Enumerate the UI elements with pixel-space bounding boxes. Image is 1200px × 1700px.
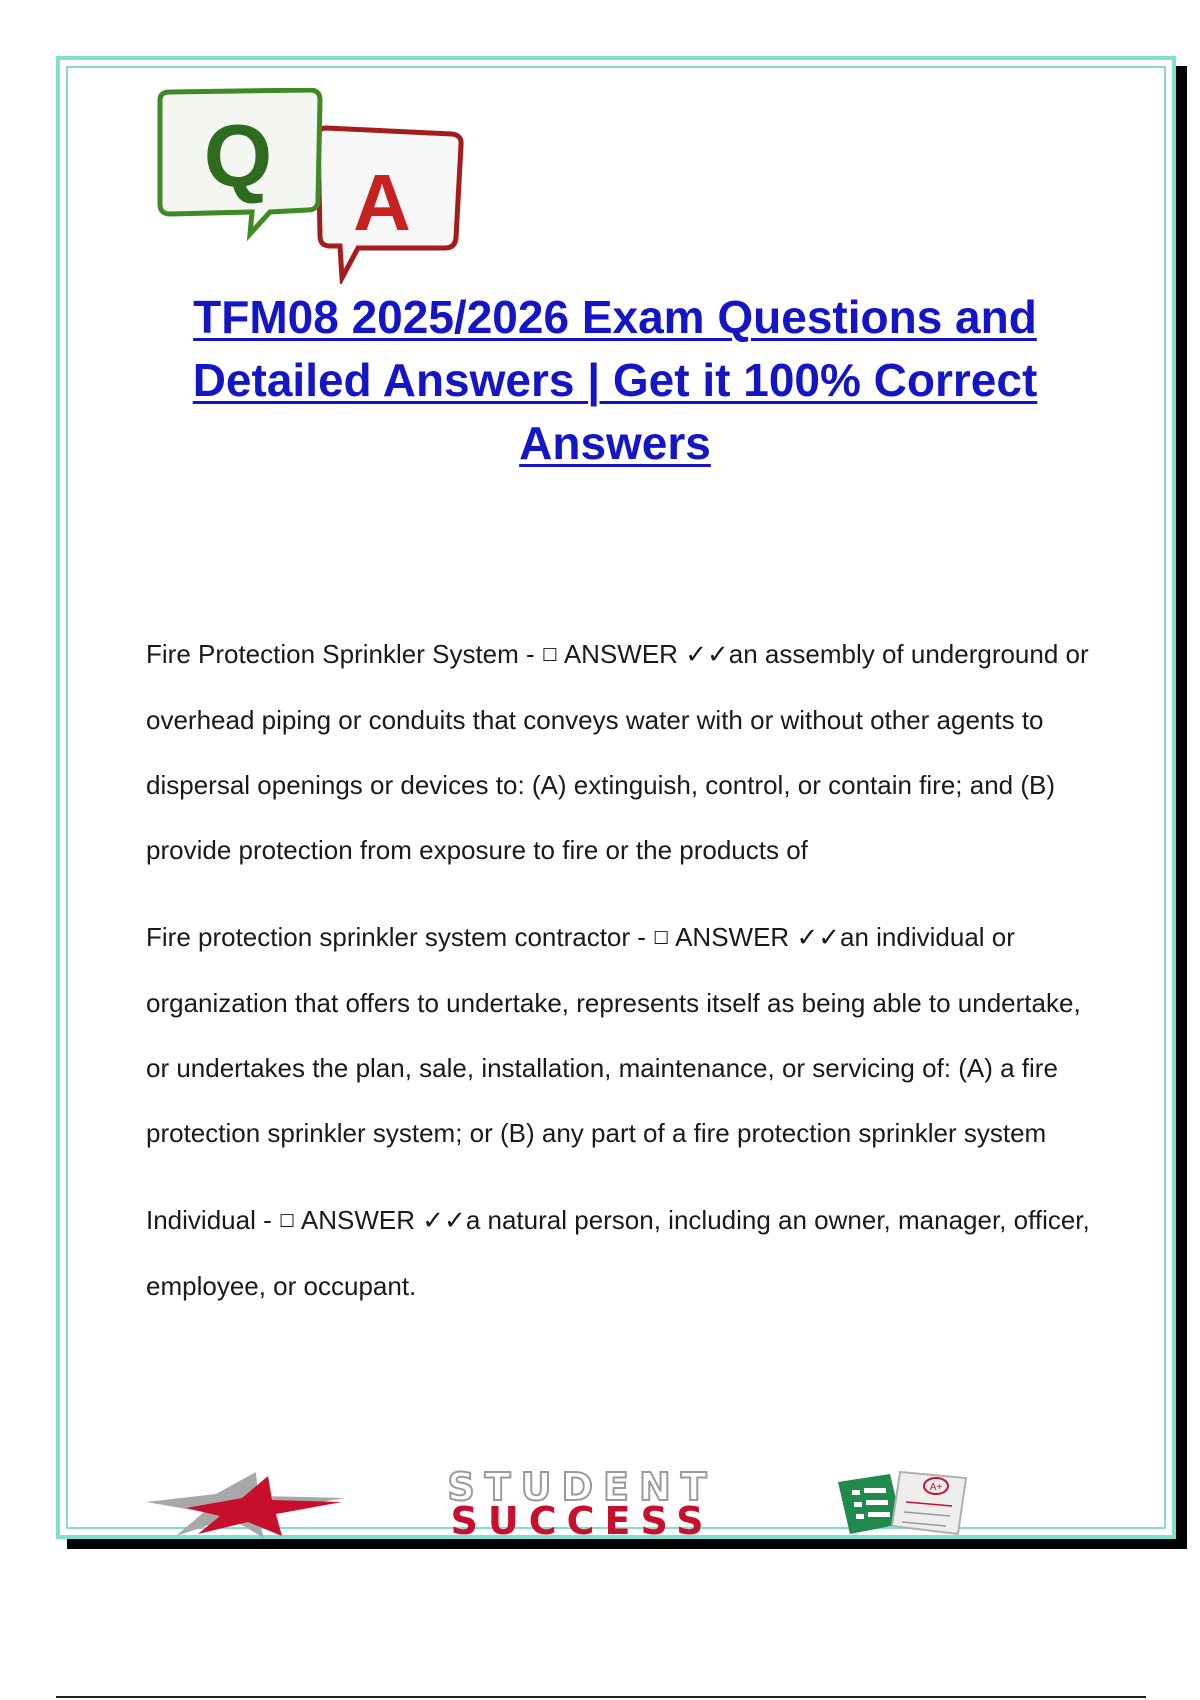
- double-check-icon: ✓✓: [796, 923, 841, 953]
- qa-entry: [146, 1188, 1096, 1319]
- a-bubble-icon: [318, 128, 461, 278]
- graded-paper-icon: [892, 1472, 966, 1534]
- grade-badge: A+: [929, 1482, 943, 1493]
- answer-marker-icon: ☐: [541, 645, 559, 666]
- document-title: TFM08 2025/2026 Exam Questions and Detailed Answers | Get it 100% Correct Answers: [192, 291, 1038, 469]
- student-success-logo: [146, 1468, 1066, 1540]
- answer-label: ANSWER: [558, 639, 686, 669]
- answer-marker-icon: ☐: [653, 928, 670, 949]
- entry-term: Fire protection sprinkler system contractor: [146, 922, 631, 952]
- entry-separator: -: [630, 922, 654, 952]
- entry-definition: an individual or organization that offers to undertake, represents itself as being able to undertake, or undertakes the plan, sale, installation, maintenance, or servicing of: (A) a fire protection sprinkler system; or (B) any part of a fire protection sprinkler system: [146, 922, 1081, 1148]
- qa-list: [146, 622, 1096, 1341]
- double-check-icon: ✓✓: [422, 1206, 466, 1236]
- double-check-icon: ✓✓: [685, 640, 729, 670]
- answer-label: ANSWER: [295, 1205, 423, 1235]
- entry-term: Fire Protection Sprinkler System: [146, 639, 519, 669]
- answer-label: ANSWER: [669, 922, 797, 952]
- answer-marker-icon: ☐: [278, 1211, 296, 1232]
- entry-separator: -: [255, 1205, 279, 1235]
- q-letter: Q: [203, 106, 273, 205]
- entry-definition: a natural person, including an owner, manager, officer, employee, or occupant.: [146, 1205, 1090, 1301]
- q-bubble-icon: [160, 90, 320, 234]
- entry-separator: -: [518, 639, 542, 669]
- logo-line-student: STUDENT: [447, 1468, 717, 1509]
- entry-definition: an assembly of underground or overhead piping or conduits that conveys water with or without other agents to dispersal openings or devices to: (A) extinguish, control, or contain fire; and (B) provide protection from exposure to fire or the products of: [146, 639, 1089, 865]
- qa-logo: [150, 88, 490, 284]
- entry-term: Individual: [146, 1205, 256, 1235]
- star-swoosh-icon: [146, 1472, 346, 1538]
- logo-line-success: SUCCESS: [450, 1499, 714, 1540]
- a-letter: A: [353, 158, 411, 247]
- qa-entry: [146, 905, 1096, 1166]
- bottom-rule: [56, 1696, 1146, 1698]
- qa-entry: [146, 622, 1096, 883]
